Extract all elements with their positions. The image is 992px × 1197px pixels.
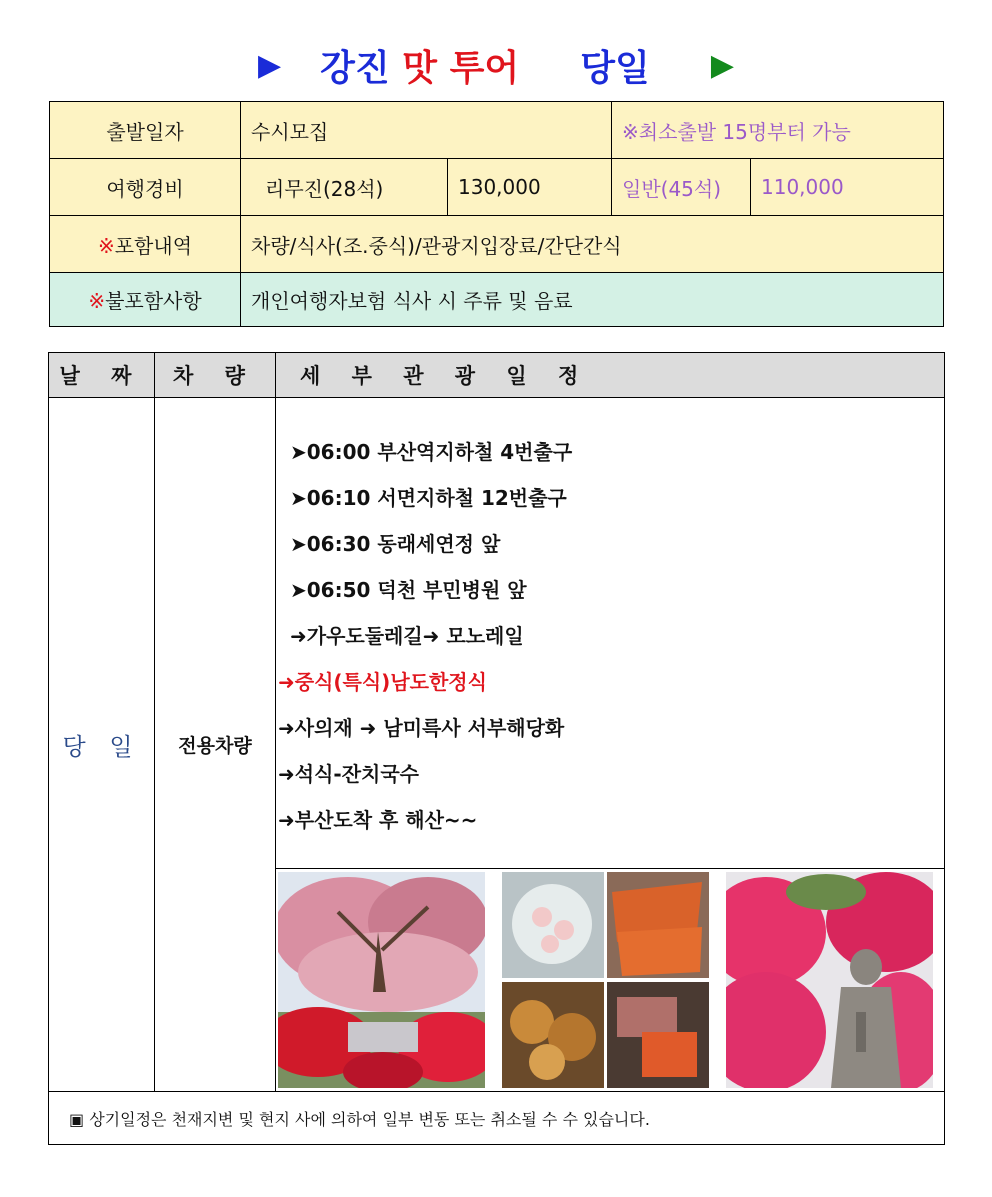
included-label: 포함내역 — [114, 233, 193, 258]
included-row — [50, 216, 944, 273]
notice-row — [49, 1092, 945, 1145]
limousine-label: 리무진(28석) — [241, 159, 448, 216]
included-label-cell — [50, 216, 241, 273]
title-word-tour: 투어 — [449, 48, 520, 89]
excluded-label-cell — [50, 273, 241, 327]
photo-cherry-blossom-azalea — [278, 872, 485, 1088]
title-word-taste: 맛 — [402, 48, 438, 89]
photo-strip — [276, 869, 945, 1092]
schedule-row — [49, 398, 945, 869]
photo-namdo-meal — [502, 872, 709, 1088]
itinerary-item: ➜석식-잔치국수 — [278, 762, 419, 786]
photo-azalea-statue — [726, 872, 933, 1088]
departure-label: 출발일자 — [50, 102, 241, 159]
itinerary-item-lunch: ➜중식(특식)남도한정식 — [278, 670, 487, 694]
departure-value: 수시모집 — [241, 102, 612, 159]
itinerary-item: ➤06:30 동래세연정 앞 — [290, 532, 501, 556]
itinerary-item: ➤06:10 서면지하철 12번출구 — [290, 486, 567, 510]
itinerary-item: ➜부산도착 후 해산~~ — [278, 808, 478, 832]
limousine-price: 130,000 — [448, 159, 612, 216]
play-triangle-icon: ▶ — [258, 48, 282, 83]
title-word-dayrip: 당일 — [580, 48, 650, 89]
itinerary-cell — [276, 398, 945, 869]
excluded-label: 불포함사항 — [105, 289, 202, 313]
departure-row — [50, 102, 944, 159]
reference-mark: ※ — [97, 233, 115, 258]
header-detail: 세 부 관 광 일 정 — [276, 353, 945, 398]
play-triangle-icon: ▶ — [710, 48, 734, 83]
title-word-gangjin: 강진 — [320, 48, 390, 89]
itinerary-item: ➤06:50 덕천 부민병원 앞 — [290, 578, 527, 602]
itinerary-item: ➤06:00 부산역지하철 4번출구 — [290, 440, 573, 464]
header-date: 날 짜 — [49, 353, 155, 398]
tour-info-table — [49, 101, 944, 327]
schedule-header — [49, 353, 945, 398]
general-bus-price: 110,000 — [751, 159, 944, 216]
schedule-change-notice: ▣ 상기일정은 천재지변 및 현지 사에 의하여 일부 변동 또는 취소될 수 수 있습니다. — [49, 1092, 945, 1145]
schedule-table — [48, 352, 945, 1145]
day-label: 당 일 — [49, 398, 155, 1092]
cost-row — [50, 159, 944, 216]
included-value: 차량/식사(조.중식)/관광지입장료/간단간식 — [241, 216, 944, 273]
cost-label: 여행경비 — [50, 159, 241, 216]
excluded-value: 개인여행자보험 식사 시 주류 및 음료 — [241, 273, 944, 327]
general-bus-label: 일반(45석) — [612, 159, 751, 216]
itinerary-item: ➜가우도둘레길➜ 모노레일 — [290, 624, 524, 648]
header-vehicle: 차 량 — [155, 353, 276, 398]
excluded-row — [50, 273, 944, 327]
vehicle-label: 전용차량 — [155, 398, 276, 1092]
reference-mark: ※ — [88, 289, 106, 313]
itinerary-item: ➜사의재 ➜ 남미륵사 서부해당화 — [278, 716, 565, 740]
minimum-departure-note: ※최소출발 15명부터 가능 — [612, 102, 944, 159]
page-title — [0, 40, 992, 96]
